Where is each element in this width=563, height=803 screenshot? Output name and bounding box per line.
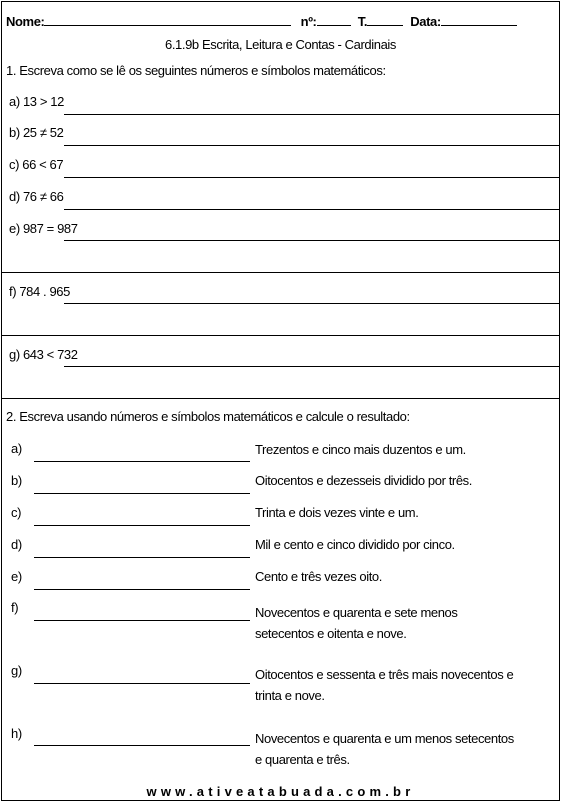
- s2-item-h-text-2: e quarenta e três.: [255, 752, 350, 767]
- turma-label: T.: [357, 14, 368, 29]
- s2-answer-line-g[interactable]: [34, 683, 250, 684]
- nome-label: Nome:: [6, 14, 45, 29]
- s2-item-g-text-2: trinta e nove.: [255, 688, 325, 703]
- footer-site: www.ativeatabuada.com.br: [146, 784, 415, 799]
- worksheet: [1, 1, 560, 801]
- section1-instruction: 1. Escreva como se lê os seguintes números e símbolos matemáticos:: [6, 63, 386, 78]
- s1-answer-line-d[interactable]: [64, 209, 559, 210]
- s2-item-g-letter: g): [11, 663, 22, 678]
- s1-answer-line-e[interactable]: [64, 240, 559, 241]
- header-row: [6, 14, 517, 29]
- nome-field[interactable]: [44, 14, 291, 26]
- data-field[interactable]: [441, 14, 517, 26]
- numero-field[interactable]: [317, 14, 351, 26]
- s2-answer-line-h[interactable]: [34, 745, 250, 746]
- s2-item-a-letter: a): [11, 441, 22, 456]
- s1-item-c: c) 66 < 67: [9, 157, 64, 172]
- s2-answer-line-e[interactable]: [34, 589, 250, 590]
- s1-item-b: b) 25 ≠ 52: [9, 125, 64, 140]
- s1-answer-line-a[interactable]: [64, 114, 559, 115]
- s2-answer-line-f[interactable]: [34, 620, 250, 621]
- s2-item-h-text-1: Novecentos e quarenta e um menos setecentos: [255, 731, 514, 746]
- s1-answer-line-c[interactable]: [64, 177, 559, 178]
- s2-answer-line-a[interactable]: [34, 461, 250, 462]
- s1-item-a: a) 13 > 12: [9, 94, 64, 109]
- s2-item-d-text: Mil e cento e cinco dividido por cinco.: [255, 537, 455, 552]
- s2-answer-line-c[interactable]: [34, 525, 250, 526]
- s2-item-b-text: Oitocentos e dezesseis dividido por três.: [255, 473, 472, 488]
- s1-item-d: d) 76 ≠ 66: [9, 189, 64, 204]
- s1-answer-line-e2[interactable]: [2, 272, 559, 273]
- s1-answer-line-f[interactable]: [64, 303, 559, 304]
- turma-field[interactable]: [367, 14, 403, 26]
- s1-item-e: e) 987 = 987: [9, 221, 78, 236]
- s2-item-c-text: Trinta e dois vezes vinte e um.: [255, 505, 419, 520]
- section2-instruction: 2. Escreva usando números e símbolos matemáticos e calcule o resultado:: [6, 409, 410, 424]
- s2-item-f-text-2: setecentos e oitenta e nove.: [255, 626, 407, 641]
- s2-item-a-text: Trezentos e cinco mais duzentos e um.: [255, 442, 466, 457]
- s2-item-f-text-1: Novecentos e quarenta e sete menos: [255, 605, 458, 620]
- s1-item-g: g) 643 < 732: [9, 347, 78, 362]
- s1-answer-line-b[interactable]: [64, 145, 559, 146]
- s2-item-e-letter: e): [11, 569, 22, 584]
- numero-label: nº:: [300, 14, 317, 29]
- s2-answer-line-d[interactable]: [34, 557, 250, 558]
- s1-answer-line-f2[interactable]: [2, 335, 559, 336]
- s1-answer-line-g[interactable]: [64, 366, 559, 367]
- s2-item-f-letter: f): [11, 600, 19, 615]
- s1-answer-line-g2[interactable]: [2, 398, 559, 399]
- s1-item-f: f) 784 . 965: [9, 284, 70, 299]
- s2-item-d-letter: d): [11, 537, 22, 552]
- s2-answer-line-b[interactable]: [34, 493, 250, 494]
- s2-item-g-text-1: Oitocentos e sessenta e três mais novecentos e: [255, 667, 514, 682]
- s2-item-c-letter: c): [11, 505, 22, 520]
- data-label: Data:: [410, 14, 441, 29]
- s2-item-b-letter: b): [11, 473, 22, 488]
- page-title: 6.1.9b Escrita, Leitura e Contas - Cardinais: [165, 37, 396, 52]
- s2-item-h-letter: h): [11, 726, 22, 741]
- s2-item-e-text: Cento e três vezes oito.: [255, 569, 382, 584]
